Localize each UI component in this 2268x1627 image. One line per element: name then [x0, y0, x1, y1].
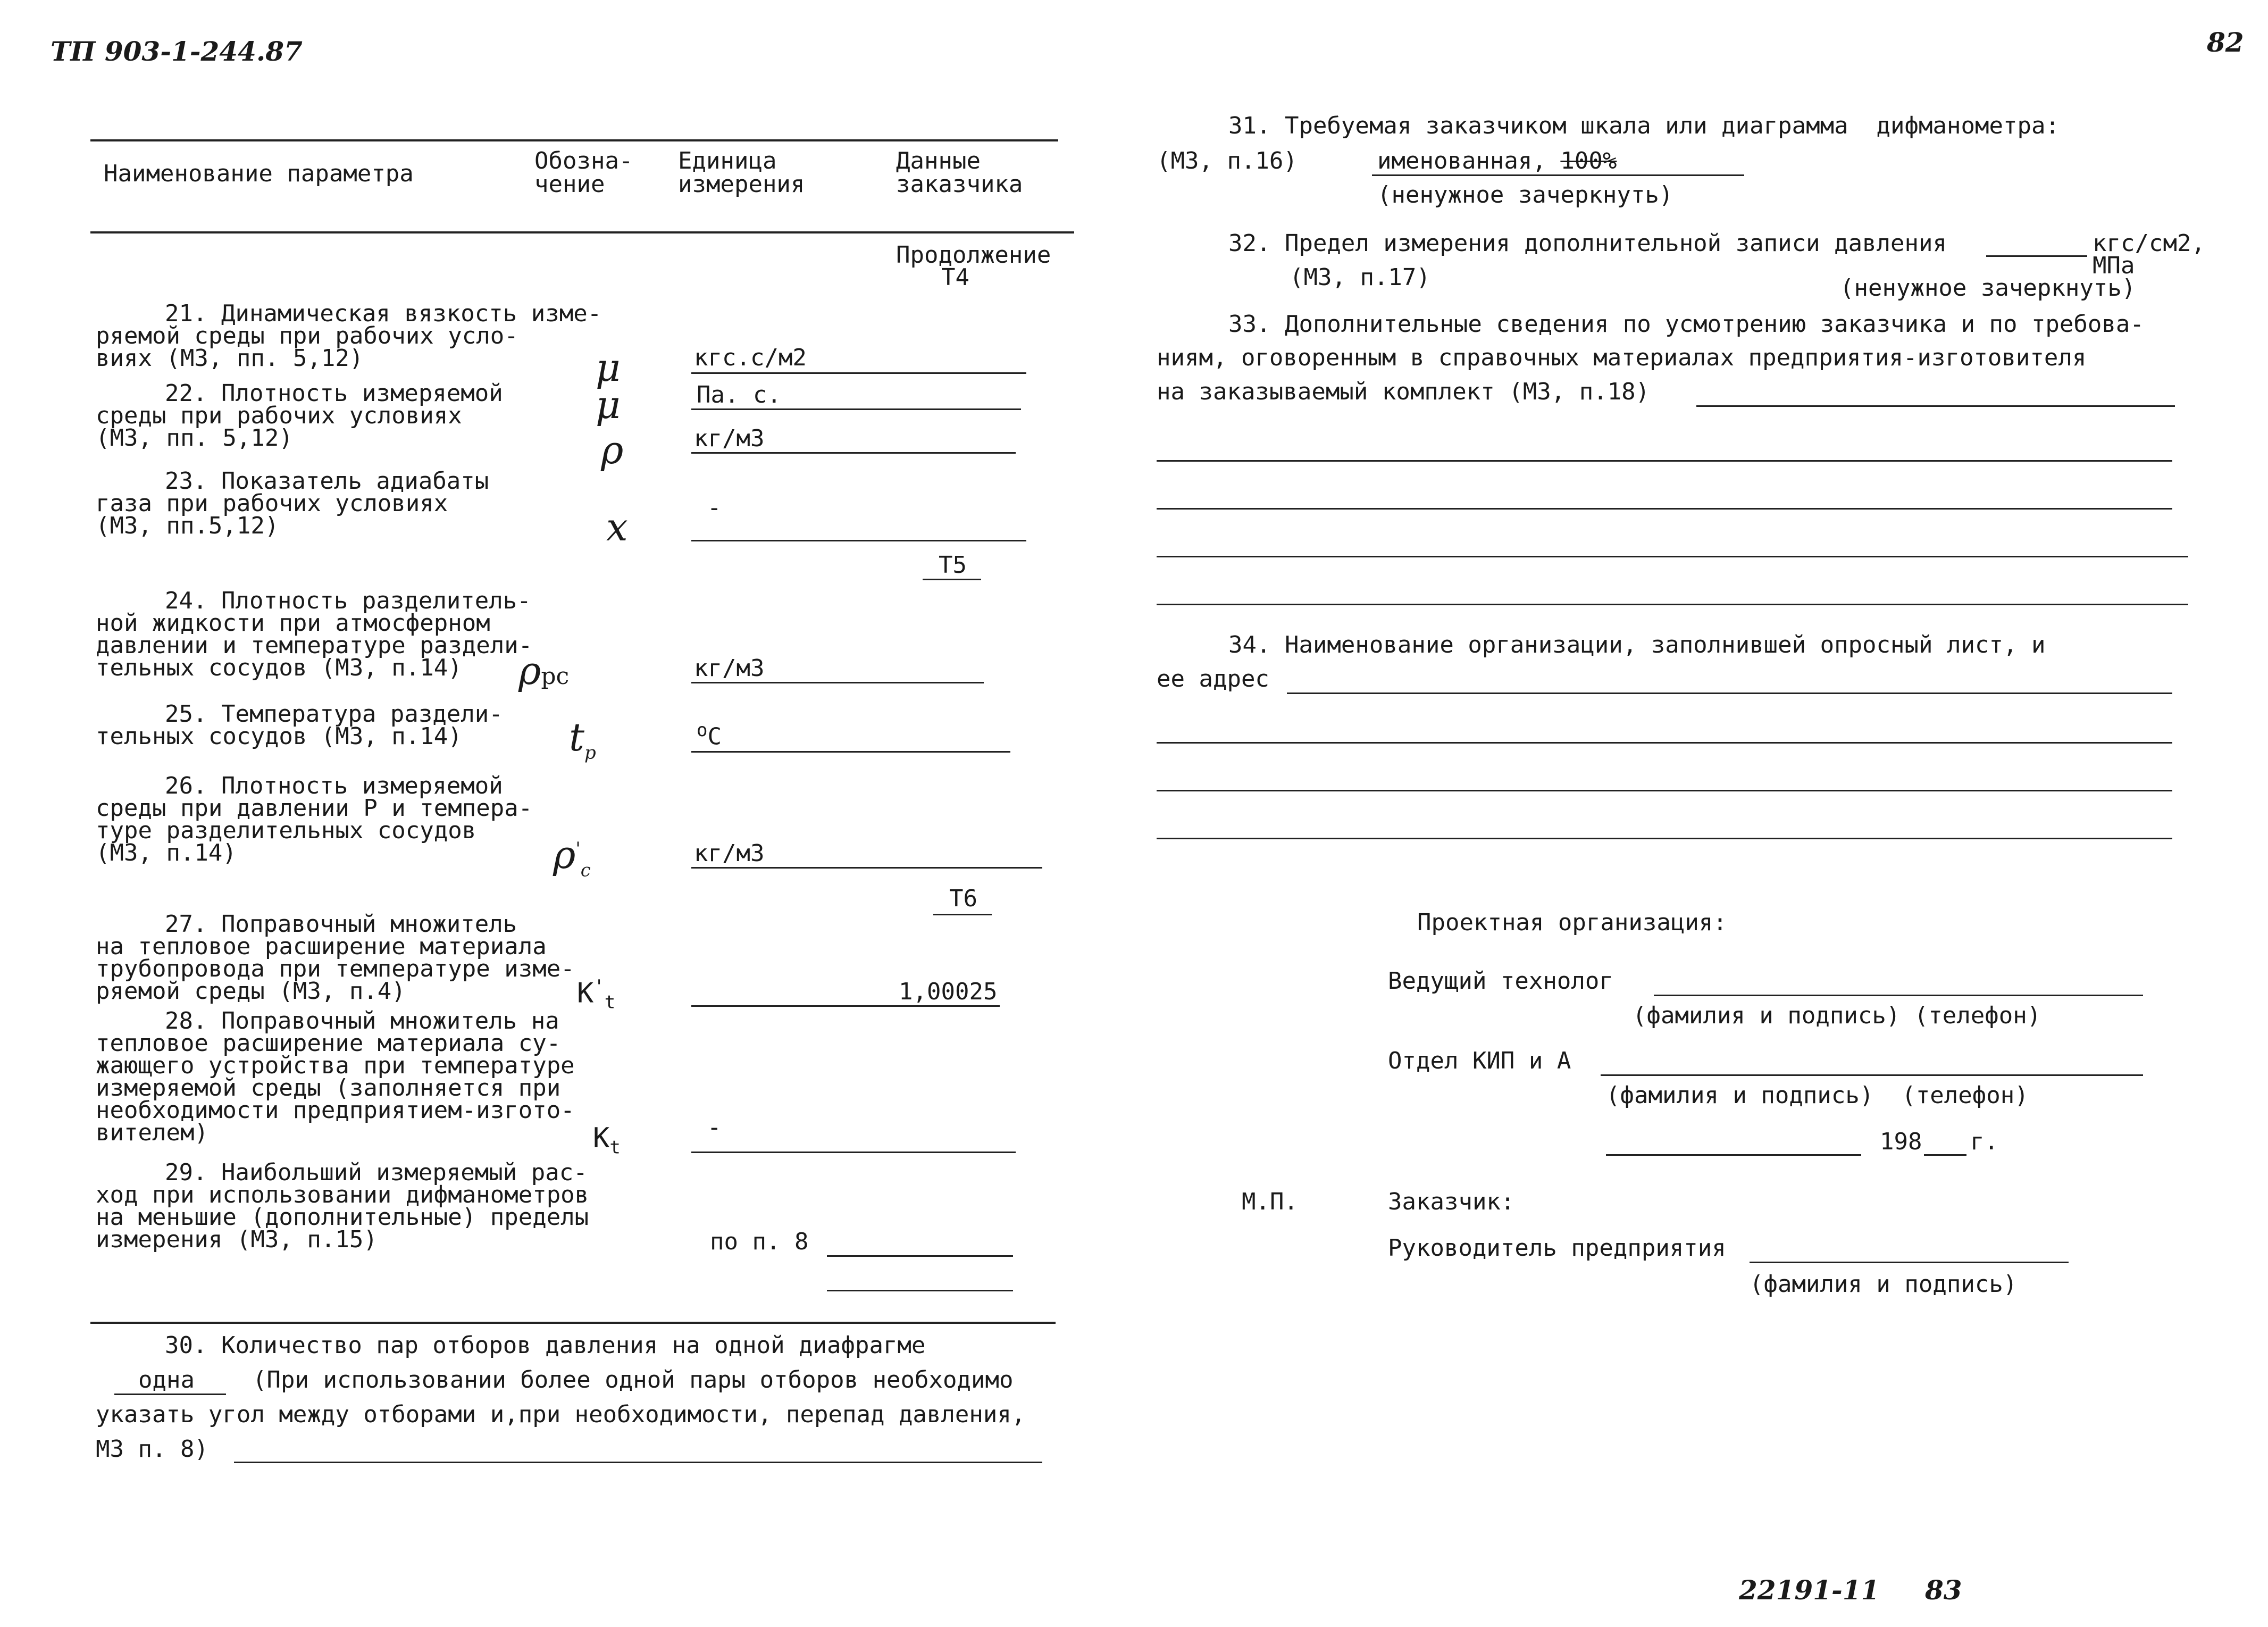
item26-line1: 26. Плотность измеряемой — [165, 772, 503, 799]
item30-answer: одна — [138, 1366, 195, 1394]
item22-line1: 22. Плотность измеряемой — [165, 380, 503, 407]
item34-input-line-1 — [1287, 692, 2172, 694]
item27-line2: на тепловое расширение материала — [96, 933, 547, 960]
footer-code: 22191-11 — [1739, 1574, 1880, 1606]
item28-line3: жающего устройства при температуре — [96, 1052, 575, 1079]
col-header-name: Наименование параметра — [104, 160, 414, 187]
stamp-place-label: М.П. — [1242, 1188, 1298, 1215]
item30-input-line — [234, 1462, 1042, 1463]
item28-symbol: $K_t$ — [593, 1122, 621, 1158]
continuation-label: Продолжение — [896, 241, 1051, 269]
item34-input-line-4 — [1157, 838, 2172, 839]
design-org-label: Проектная организация: — [1417, 909, 1727, 936]
enterprise-head-note: (фамилия и подпись) — [1750, 1271, 2018, 1298]
item31-note: (ненужное зачеркнуть) — [1377, 181, 1673, 208]
item29-line1: 29. Наибольший измеряемый рас- — [165, 1159, 588, 1186]
item34-line2: ее адрес — [1157, 665, 1269, 692]
item28-line2: тепловое расширение материала су- — [96, 1030, 561, 1057]
item33-input-line-2 — [1157, 460, 2172, 462]
date-year-line — [1924, 1154, 1966, 1156]
item26-line4: (МЗ, п.14) — [96, 839, 237, 866]
item22-unit-pa: Па. с. — [697, 381, 781, 408]
item21-line2: ряемой среды при рабочих усло- — [96, 322, 518, 349]
customer-label: Заказчик: — [1388, 1188, 1515, 1215]
item24-line2: ной жидкости при атмосферном — [96, 610, 490, 637]
item32-ref: (МЗ, п.17) — [1290, 264, 1430, 291]
table-ref-t6: Т6 — [949, 885, 977, 912]
item21-line3: виях (МЗ, пп. 5,12) — [96, 345, 364, 372]
item27-value: 1,00025 — [899, 978, 998, 1005]
table-top-rule — [90, 139, 1058, 141]
item21-answer-line — [691, 372, 1026, 374]
col-header-data-2: заказчика — [896, 171, 1023, 198]
item31-ref: (МЗ, п.16) — [1157, 147, 1298, 174]
item24-line1: 24. Плотность разделитель- — [165, 587, 531, 614]
table-ref-t5: Т5 — [939, 552, 967, 579]
date-year: 198 — [1880, 1128, 1922, 1155]
item30-line2: (При использовании более одной пары отборов необходимо — [253, 1366, 1014, 1394]
item33-input-line-5 — [1157, 604, 2188, 605]
item26-line3: туре разделительных сосудов — [96, 817, 476, 844]
item27-line3: трубопровода при температуре изме- — [96, 955, 575, 982]
item31-answer: именованная, 100% — [1377, 147, 1617, 174]
item34-input-line-2 — [1157, 742, 2172, 744]
item22-line2: среды при рабочих условиях — [96, 402, 462, 429]
enterprise-head-line — [1750, 1262, 2069, 1263]
item33-line3: на заказываемый комплект (МЗ, п.18) — [1157, 378, 1650, 405]
kip-department-note: (фамилия и подпись) (телефон) — [1606, 1082, 2029, 1109]
enterprise-head-label: Руководитель предприятия — [1388, 1234, 1726, 1262]
item28-answer-line — [691, 1152, 1016, 1153]
item26-answer-line — [691, 867, 1042, 869]
item33-input-line-1 — [1696, 405, 2175, 407]
item22-line3: (МЗ, пп. 5,12) — [96, 424, 293, 452]
date-line — [1606, 1154, 1861, 1156]
item34-input-line-3 — [1157, 790, 2172, 791]
lead-technologist-line — [1654, 995, 2143, 996]
item29-line3: на меньшие (дополнительные) пределы — [96, 1204, 589, 1231]
item26-unit: кг/м3 — [694, 840, 765, 867]
item27-line1: 27. Поправочный множитель — [165, 911, 517, 938]
item33-line1: 33. Дополнительные сведения по усмотрению заказчика и по требова- — [1228, 311, 2144, 338]
item24-symbol: ρрс — [518, 648, 570, 693]
item27-symbol: $K'_t$ — [577, 976, 616, 1013]
table-header-rule — [90, 231, 1074, 233]
footer-page: 83 — [1925, 1574, 1962, 1606]
item33-line2: ниям, оговоренным в справочных материалах предприятия-изготовителя — [1157, 344, 2087, 371]
item26-symbol: $\rho'_с$ — [553, 832, 591, 881]
item23-line1: 23. Показатель адиабаты — [165, 468, 489, 495]
item29-value: по п. 8 — [710, 1228, 809, 1255]
item29-answer-line-2 — [827, 1290, 1013, 1291]
item22-answer-line — [691, 452, 1016, 454]
item32-unit-kgs: кгс/см2, — [2093, 230, 2205, 257]
item33-input-line-3 — [1157, 508, 2172, 510]
item23-symbol: x — [606, 505, 628, 549]
item34-line1: 34. Наименование организации, заполнившей опросный лист, и — [1228, 631, 2046, 658]
item29-answer-line — [827, 1255, 1013, 1257]
item28-value: - — [707, 1114, 722, 1141]
item23-line3: (МЗ, пп.5,12) — [96, 512, 279, 539]
item31-answer-line — [1372, 174, 1744, 176]
table-ref-t5-underline — [923, 579, 981, 580]
item25-line2: тельных сосудов (МЗ, п.14) — [96, 723, 462, 750]
item22-symbol-mu: μ — [596, 382, 621, 427]
item32-note: (ненужное зачеркнуть) — [1840, 274, 2136, 302]
page-number: 82 — [2207, 27, 2244, 58]
kip-department-line — [1601, 1074, 2143, 1076]
item30-answer-line — [114, 1394, 226, 1395]
item21-unit: кгс.с/м2 — [694, 344, 807, 371]
item28-line5: необходимости предприятием-изгото- — [96, 1097, 575, 1124]
item25-unit: $^о$С — [697, 720, 722, 750]
item31-line1: 31. Требуемая заказчиком шкала или диаграмма дифманометра: — [1228, 112, 2060, 139]
table-bottom-rule — [90, 1322, 1056, 1324]
item28-line1: 28. Поправочный множитель на — [165, 1007, 559, 1034]
date-year-suffix: г. — [1970, 1128, 1998, 1155]
item25-answer-line — [691, 751, 1010, 753]
item23-line2: газа при рабочих условиях — [96, 490, 448, 517]
item24-line3: давлении и температуре раздели- — [96, 632, 533, 659]
item23-unit: - — [707, 494, 722, 521]
item27-line4: ряемой среды (МЗ, п.4) — [96, 978, 406, 1005]
item30-line4: МЗ п. 8) — [96, 1436, 208, 1463]
item30-line3: указать угол между отборами и,при необходимости, перепад давления, — [96, 1401, 1026, 1428]
lead-technologist-label: Ведущий технолог — [1388, 967, 1613, 995]
item29-line2: ход при использовании дифманометров — [96, 1181, 589, 1208]
col-header-data: Данные — [896, 147, 981, 174]
col-header-symbol: Обозна- — [534, 147, 633, 174]
item24-unit: кг/м3 — [694, 655, 765, 682]
item24-line4: тельных сосудов (МЗ, п.14) — [96, 654, 462, 681]
item24-answer-line — [691, 682, 984, 683]
item22-unit-pa-line — [691, 408, 1021, 410]
lead-technologist-note: (фамилия и подпись) (телефон) — [1633, 1002, 2041, 1029]
item22-symbol-rho: ρ — [601, 428, 624, 472]
item21-line1: 21. Динамическая вязкость изме- — [165, 300, 602, 327]
col-header-unit-2: измерения — [678, 171, 805, 198]
kip-department-label: Отдел КИП и А — [1388, 1047, 1571, 1074]
item30-line1: 30. Количество пар отборов давления на одной диафрагме — [165, 1332, 926, 1359]
item26-line2: среды при давлении Р и темпера- — [96, 795, 533, 822]
table-ref-t6-underline — [933, 914, 992, 915]
item23-answer-line — [691, 540, 1026, 541]
document-code: ТП 903-1-244.87 — [51, 36, 303, 67]
item29-line4: измерения (МЗ, п.15) — [96, 1226, 378, 1253]
item32-unit-mpa: МПа — [2093, 252, 2135, 279]
item28-line4: измеряемой среды (заполняется при — [96, 1074, 561, 1102]
col-header-unit: Единица — [678, 147, 777, 174]
item21-symbol: μ — [596, 345, 621, 390]
item25-symbol: $t_р$ — [569, 715, 596, 764]
item28-line6: вителем) — [96, 1119, 208, 1146]
table-ref-t4: Т4 — [941, 264, 969, 291]
item33-input-line-4 — [1157, 556, 2188, 557]
item25-line1: 25. Температура раздели- — [165, 700, 503, 728]
item27-answer-line — [691, 1005, 1000, 1007]
item22-unit: кг/м3 — [694, 425, 765, 452]
item32-input-line — [1986, 255, 2087, 257]
col-header-symbol-2: чение — [534, 171, 605, 198]
item32-line1: 32. Предел измерения дополнительной записи давления — [1228, 230, 1947, 257]
